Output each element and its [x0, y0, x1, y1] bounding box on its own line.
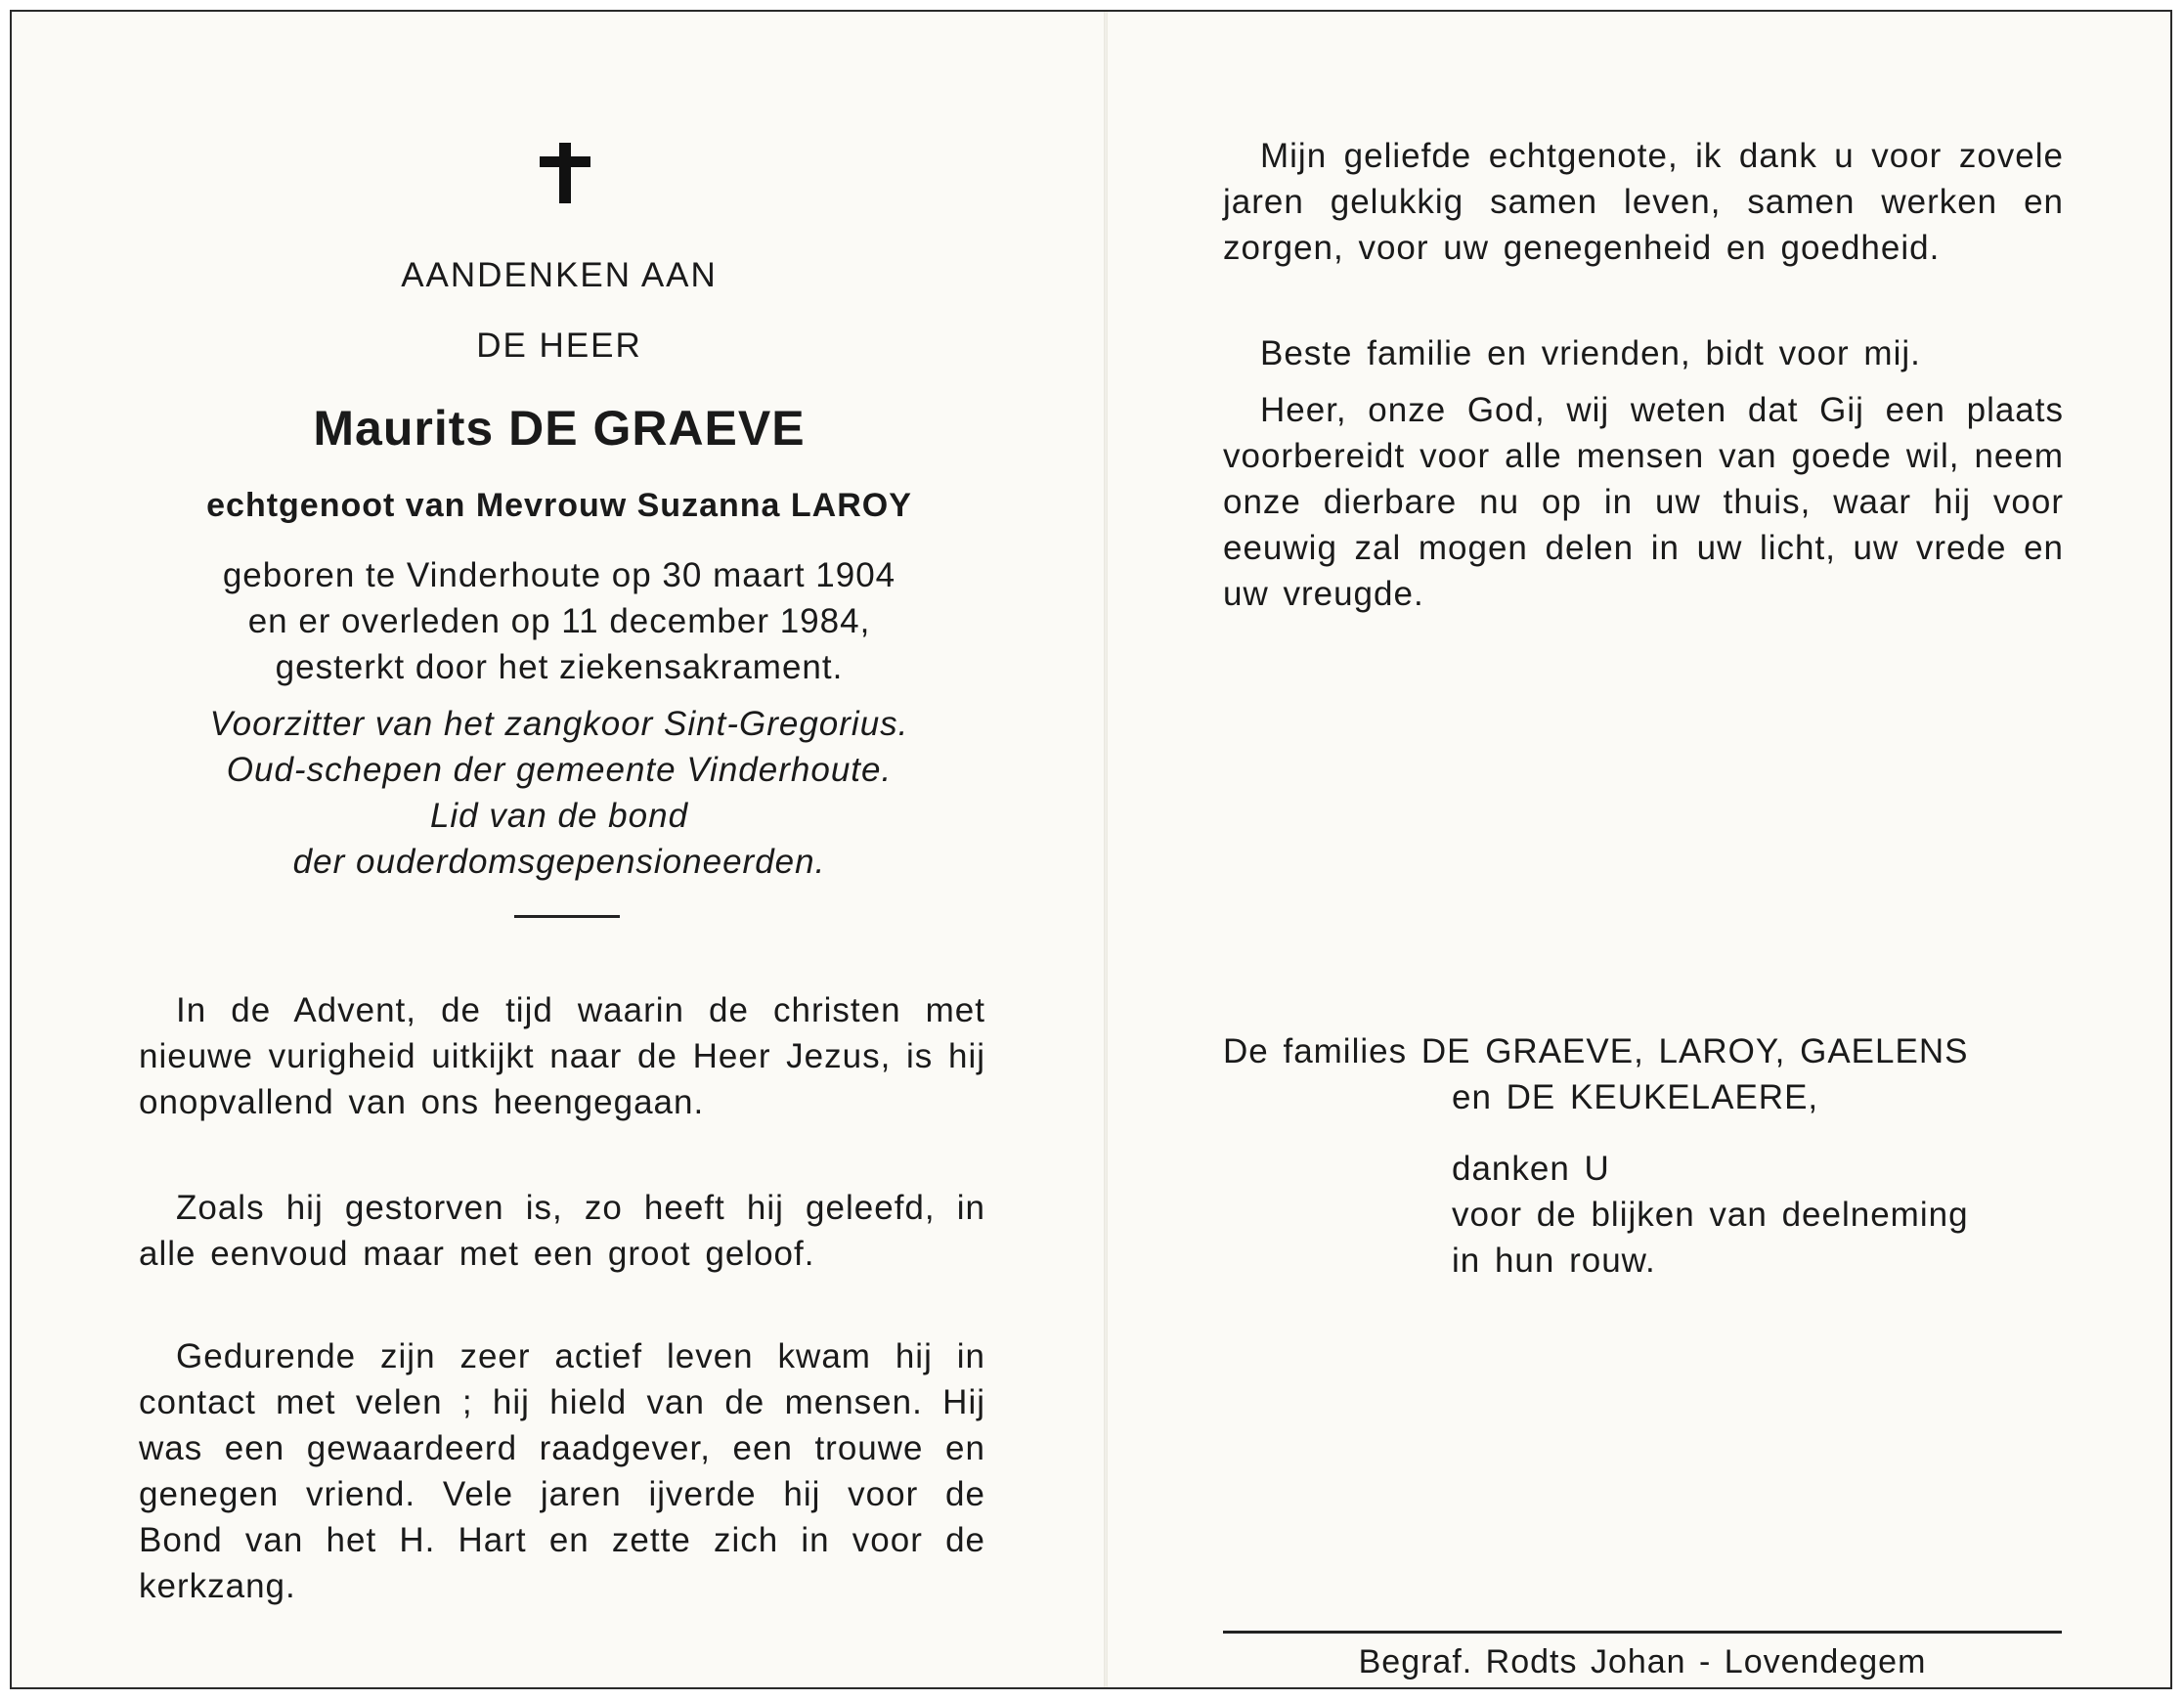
birth-line: geboren te Vinderhoute op 30 maart 1904 — [222, 556, 896, 594]
life-paragraph — [139, 1185, 985, 1277]
deceased-name: Maurits DE GRAEVE — [313, 401, 806, 456]
families-block — [1223, 1028, 2103, 1074]
paragraph-text: Gedurende zijn zeer actief leven kwam hij in contact met velen ; hij hield van de mensen. Hij was een gewaardeerd raadgever, een trouwe en genegen vriend. Vele jaren ijverde hij voor de Bond van het H. Hart en zette zich in voor de kerkzang. — [139, 1337, 985, 1605]
cross-icon — [540, 143, 590, 203]
title-prefix: DE HEER — [476, 327, 642, 365]
spouse-farewell-paragraph — [1223, 133, 2064, 271]
card-fold — [1104, 12, 1108, 1687]
thanks-line: danken U — [1452, 1150, 1610, 1188]
paragraph-text: Zoals hij gestorven is, zo heeft hij geleefd, in alle eenvoud maar met een groot geloof. — [139, 1189, 985, 1273]
families-prefix: De families — [1223, 1032, 1408, 1070]
printer-credit: Begraf. Rodts Johan - Lovendegem — [1358, 1643, 1927, 1680]
role-line: der ouderdomsgepensioneerden. — [292, 843, 826, 881]
activity-paragraph — [139, 1333, 985, 1609]
divider — [514, 915, 620, 918]
paragraph-text: In de Advent, de tijd waarin de christen met nieuwe vurigheid uitkijkt naar de Heer Jezus, is hij onopvallend van ons heengegaan. — [139, 991, 985, 1121]
prayer-paragraph — [1223, 387, 2064, 617]
role-line: Oud-schepen der gemeente Vinderhoute. — [226, 751, 893, 789]
paragraph-text: Heer, onze God, wij weten dat Gij een plaats voorbereidt voor alle mensen van goede wil, neem onze dierbare nu op in uw thuis, waar hij voor eeuwig zal mogen delen in uw licht, uw vrede en uw vreugde. — [1223, 391, 2064, 613]
families-names-cont: en DE KEUKELAERE, — [1452, 1078, 1819, 1116]
death-line: en er overleden op 11 december 1984, — [247, 602, 871, 640]
advent-paragraph — [139, 987, 985, 1125]
sacrament-line: gesterkt door het ziekensakrament. — [275, 648, 844, 686]
thanks-line: voor de blijken van deelneming — [1452, 1196, 1969, 1234]
memorial-heading: AANDENKEN AAN — [401, 256, 718, 294]
footer-divider — [1223, 1631, 2062, 1634]
spouse-line: echtgenoot van Mevrouw Suzanna LAROY — [206, 487, 912, 524]
role-line: Lid van de bond — [429, 797, 689, 835]
role-line: Voorzitter van het zangkoor Sint-Gregorius. — [209, 705, 909, 743]
families-names: DE GRAEVE, LAROY, GAELENS — [1420, 1032, 1969, 1070]
prayer-request-paragraph — [1223, 330, 2064, 376]
paragraph-text: Beste familie en vrienden, bidt voor mij. — [1260, 334, 1921, 372]
thanks-line: in hun rouw. — [1452, 1242, 1656, 1280]
memorial-card — [10, 10, 2172, 1689]
paragraph-text: Mijn geliefde echtgenote, ik dank u voor zovele jaren gelukkig samen leven, samen werken en zorgen, voor uw genegenheid en goedheid. — [1223, 137, 2064, 267]
